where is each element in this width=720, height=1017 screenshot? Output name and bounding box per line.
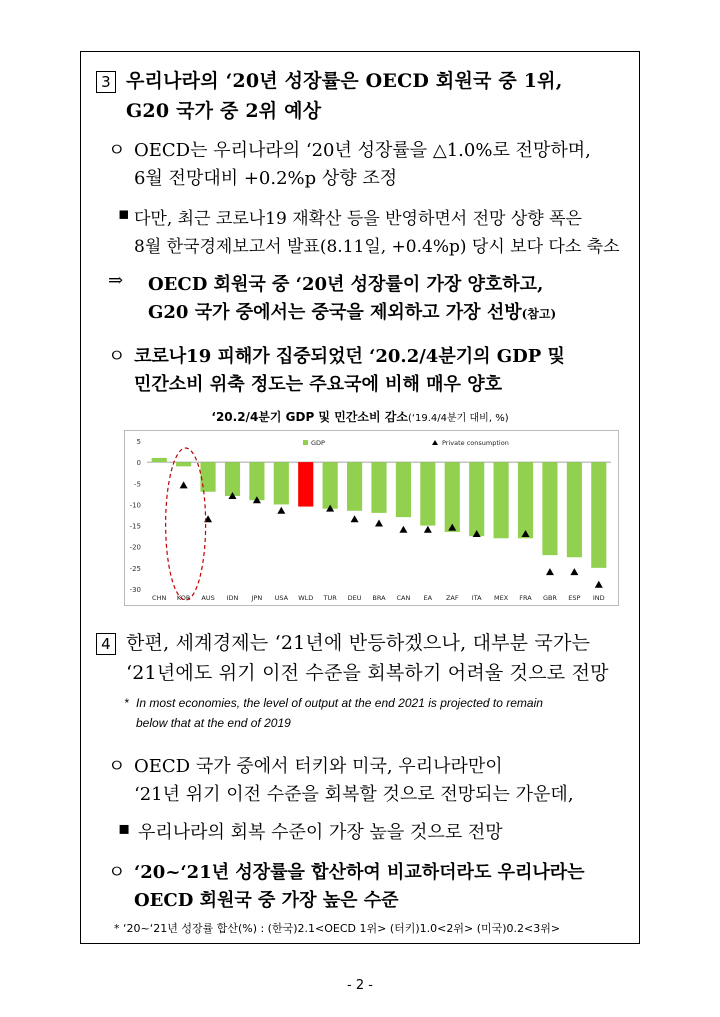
note-1-line2: below that at the end of 2019 [136,716,291,730]
chart-svg [125,431,618,605]
bar-gdp-chn [152,458,167,462]
x-tick-label: ZAF [445,594,459,602]
bullet-4-line2: OECD 회원국 중 가장 높은 수준 [134,890,399,911]
legend-consumption-marker [432,440,438,445]
bar-chart [124,430,619,606]
bar-gdp-idn [225,462,240,496]
page-number: - 2 - [347,978,373,993]
bar-gdp-can [396,462,411,517]
marker-consumption-ind [595,581,603,588]
bullet-3-line1: OECD 국가 중에서 터키와 미국, 우리나라만이 [134,756,503,777]
x-tick-label: TUR [323,594,337,602]
x-tick-label: DEU [347,594,362,602]
marker-consumption-esp [570,568,578,575]
chart-title-sub: (‘19.4/4분기 대비, %) [407,413,509,424]
chart-title [0,408,720,425]
section-3-heading [96,66,563,93]
footnote [114,920,560,936]
section-4-heading [96,628,590,655]
x-tick-label: WLD [298,594,314,602]
bar-gdp-ita [469,462,484,536]
arrow-1-ref: (참고) [521,307,557,321]
bullet-2-mark: ㅇ [108,346,126,367]
section-3-number: 3 [96,71,116,93]
bar-gdp-esp [567,462,582,557]
sub-1-line1: 다만, 최근 코로나19 재확산 등을 반영하면서 전망 상향 폭은 [134,209,582,229]
footnote-text: ‘20~‘21년 성장률 합산(%) : (한국)2.1<OECD 1위> (터키)1.0<2위> (미국)0.2<3위> [123,922,561,935]
section-4-line2: ‘21년에도 위기 이전 수준을 회복하기 어려울 것으로 전망 [126,662,609,684]
bullet-2-line2: 민간소비 위축 정도는 주요국에 비해 매우 양호 [134,374,502,395]
x-tick-label: BRA [372,594,386,602]
y-tick-label: -30 [129,586,141,594]
note-1-line1: In most economies, the level of output at the end 2021 is projected to remain [136,696,543,710]
section-3-line1: 우리나라의 ‘20년 성장률은 OECD 회원국 중 1위, [126,70,563,92]
sub-2-line1: 우리나라의 회복 수준이 가장 높을 것으로 전망 [138,822,503,843]
x-tick-label: ESP [568,594,581,602]
arrow-1-line2 [148,298,556,324]
bullet-3-mark: ㅇ [108,756,126,777]
arrow-1-line2-text: G20 국가 중에서는 중국을 제외하고 가장 선방 [148,302,522,323]
bar-gdp-mex [494,462,509,538]
bar-gdp-deu [347,462,362,511]
bullet-3-line2: ‘21년 위기 이전 수준을 회복할 것으로 전망되는 가운데, [134,784,574,805]
bullet-4-mark: ㅇ [108,862,126,883]
sub-2-mark: ▪ [118,818,131,839]
y-tick-label: 0 [136,459,141,468]
y-tick-label: -5 [134,480,141,489]
bar-gdp-gbr [542,462,557,555]
bar-gdp-fra [518,462,533,538]
bar-gdp-jpn [249,462,264,500]
y-tick-label: -15 [129,522,141,531]
chart-title-main: ‘20.2/4분기 GDP 및 민간소비 감소 [211,410,408,424]
y-tick-label: 5 [136,438,141,446]
x-tick-label: FRA [519,594,532,602]
y-tick-label: -20 [129,543,141,552]
bar-gdp-tur [323,462,338,509]
x-tick-label: AUS [201,594,215,602]
x-tick-label: EA [423,594,433,602]
x-tick-label: IND [592,594,605,602]
x-tick-label: CHN [152,594,167,602]
marker-consumption-ea [424,526,432,533]
section-4-number: 4 [96,633,116,655]
arrow-1-line1: OECD 회원국 중 ‘20년 성장률이 가장 양호하고, [148,274,544,295]
bullet-1-line1: OECD는 우리나라의 ‘20년 성장률을 △1.0%로 전망하며, [134,140,591,161]
marker-consumption-can [399,526,407,533]
x-tick-label: CAN [396,594,411,602]
marker-consumption-gbr [546,568,554,575]
marker-consumption-usa [277,507,285,514]
marker-consumption-bra [375,519,383,526]
bar-gdp-kor [176,462,191,466]
note-1-mark: * [124,696,129,710]
sub-1-mark: ▪ [118,204,130,224]
x-tick-label: USA [274,594,289,602]
bullet-2-line1: 코로나19 피해가 집중되었던 ‘20.2/4분기의 GDP 및 [134,346,565,367]
legend-consumption-label: Private consumption [442,439,509,447]
footnote-mark: * [114,922,120,935]
bullet-4-line1: ‘20~‘21년 성장률을 합산하여 비교하더라도 우리나라는 [134,862,585,883]
x-tick-label: KOR [176,594,191,602]
bar-gdp-ea [420,462,435,525]
sub-1-line2: 8월 한국경제보고서 발표(8.11일, +0.4%p) 당시 보다 다소 축소 [134,237,620,257]
x-tick-label: JPN [251,594,263,602]
section-3-line2: G20 국가 중 2위 예상 [126,100,322,122]
x-tick-label: ITA [471,594,482,602]
bar-gdp-bra [371,462,386,513]
x-tick-label: IDN [226,594,239,602]
legend-gdp-swatch [303,440,308,445]
section-4-line1: 한편, 세계경제는 ‘21년에 반등하겠으나, 대부분 국가는 [126,632,591,654]
bullet-1-mark: ㅇ [108,140,126,161]
x-tick-label: GBR [542,594,557,602]
legend-gdp-label: GDP [311,439,325,447]
bar-gdp-ind [591,462,606,568]
kor-highlight-circle [166,448,206,600]
marker-consumption-kor [180,481,188,488]
bar-gdp-usa [274,462,289,504]
marker-consumption-deu [351,515,359,522]
y-tick-label: -10 [129,501,141,510]
y-tick-label: -25 [129,564,141,573]
bar-gdp-zaf [445,462,460,532]
x-tick-label: MEX [494,594,509,602]
bullet-1-line2: 6월 전망대비 +0.2%p 상향 조정 [134,168,398,189]
arrow-1-mark: ⇒ [108,270,124,291]
bar-gdp-wld [298,462,313,506]
